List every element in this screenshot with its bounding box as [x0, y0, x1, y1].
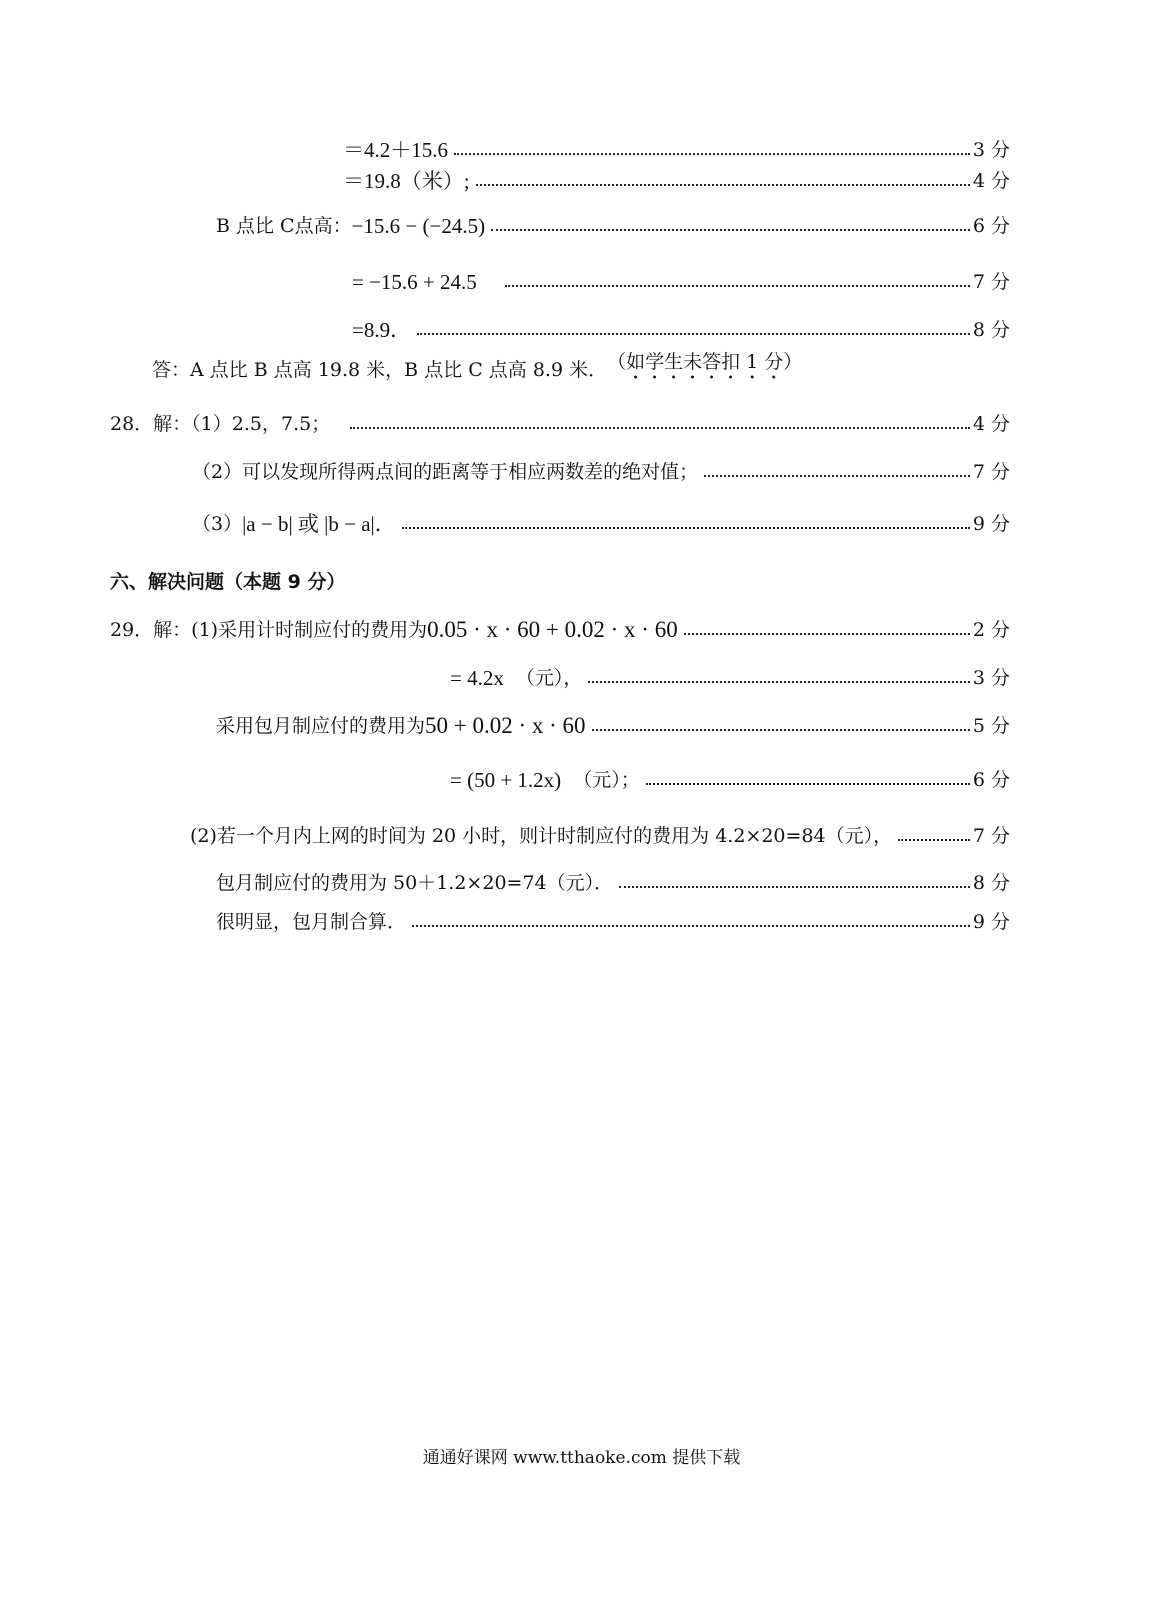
q28-text-2: （2）可以发现所得两点间的距离等于相应两数差的绝对值；	[192, 461, 699, 483]
q29-text-3: 采用包月制应付的费用为	[216, 715, 426, 737]
score-label: 7 分	[972, 461, 1010, 483]
score-label: 8 分	[972, 872, 1010, 894]
q29-text-7: 很明显，包月制合算．	[216, 911, 407, 933]
leader-dots	[704, 475, 970, 477]
q28-expr-3: |a − b| 或 |b − a|．	[242, 512, 396, 536]
score-label: 2 分	[972, 619, 1010, 641]
q29-expr-2: = 4.2x	[450, 666, 504, 690]
q27-line-3	[216, 212, 1010, 240]
leader-dots	[476, 184, 970, 186]
score-label: 6 分	[972, 769, 1010, 791]
q29-line-3	[216, 712, 1010, 740]
q27-expr-4: = −15.6 + 24.5	[352, 270, 477, 294]
score-label: 5 分	[972, 715, 1010, 737]
q29-line-7	[216, 908, 1010, 936]
q29-text-1: 29．解：(1)采用计时制应付的费用为	[110, 619, 428, 641]
q29-text-5: (2)若一个月内上网的时间为 20 小时，则计时制应付的费用为 4.2×20=84（元），	[190, 825, 893, 847]
q27-expr-1: ＝4.2＋15.6	[343, 138, 448, 162]
q28-prefix-3: （3）	[192, 513, 243, 535]
score-label: 9 分	[972, 911, 1010, 933]
leader-dots	[454, 153, 970, 155]
q27-expr-2: ＝19.8（米）;	[343, 169, 470, 193]
score-label: 3 分	[972, 667, 1010, 689]
q29-unit-4: （元）；	[573, 769, 640, 791]
leader-dots	[350, 427, 970, 429]
q29-line-6	[216, 869, 1010, 897]
score-label: 7 分	[972, 825, 1010, 847]
q28-text-1: 28．解：（1）2.5，7.5；	[110, 413, 331, 435]
leader-dots	[684, 633, 970, 635]
q27-line-1	[343, 136, 1010, 164]
q27-line-5	[352, 316, 1010, 344]
leader-dots	[402, 527, 970, 529]
leader-dots	[412, 925, 970, 927]
leader-dots	[619, 886, 970, 888]
q27-line-4	[352, 268, 1010, 296]
section-title: 六、解决问题（本题 9 分）	[110, 571, 346, 593]
q29-line-4	[450, 766, 1010, 794]
q29-unit-2: （元），	[515, 667, 583, 689]
q29-line-5	[190, 822, 1010, 850]
section-heading	[110, 568, 710, 596]
score-label: 4 分	[972, 170, 1010, 192]
page-footer: 通通好课网 www.tthaoke.com 提供下载	[422, 1448, 741, 1468]
q27-label-3: B 点比 C点高：	[216, 215, 352, 237]
q29-expr-4: = (50 + 1.2x)	[450, 768, 562, 792]
score-label: 3 分	[972, 139, 1010, 161]
leader-dots	[646, 783, 970, 785]
leader-dots	[505, 285, 970, 287]
score-label: 6 分	[972, 215, 1010, 237]
leader-dots	[588, 681, 970, 683]
q29-line-2	[450, 664, 1010, 692]
q27-answer	[152, 351, 852, 384]
q28-line-1	[110, 410, 1010, 438]
leader-dots	[491, 229, 970, 231]
score-label: 9 分	[972, 513, 1010, 535]
leader-dots	[417, 333, 970, 335]
leader-dots	[898, 839, 970, 841]
q28-line-2	[192, 458, 1010, 486]
q27-answer-note: （如学生未答扣 1 分）	[607, 351, 803, 373]
score-label: 8 分	[972, 319, 1010, 341]
leader-dots	[592, 729, 970, 731]
q29-text-6: 包月制应付的费用为 50＋1.2×20=74（元）．	[216, 872, 614, 894]
q28-line-3	[192, 510, 1010, 538]
q29-expr-1: 0.05 · x · 60 + 0.02 · x · 60	[427, 617, 678, 642]
score-label: 7 分	[972, 271, 1010, 293]
q27-line-2	[343, 167, 1010, 195]
q29-line-1	[110, 616, 1010, 644]
q27-answer-text: 答：A 点比 B 点高 19.8 米，B 点比 C 点高 8.9 米．	[152, 359, 608, 381]
q27-expr-3: −15.6 − (−24.5)	[351, 214, 486, 238]
q29-expr-3: 50 + 0.02 · x · 60	[425, 713, 586, 738]
score-label: 4 分	[972, 413, 1010, 435]
q27-expr-5: =8.9．	[352, 318, 412, 342]
